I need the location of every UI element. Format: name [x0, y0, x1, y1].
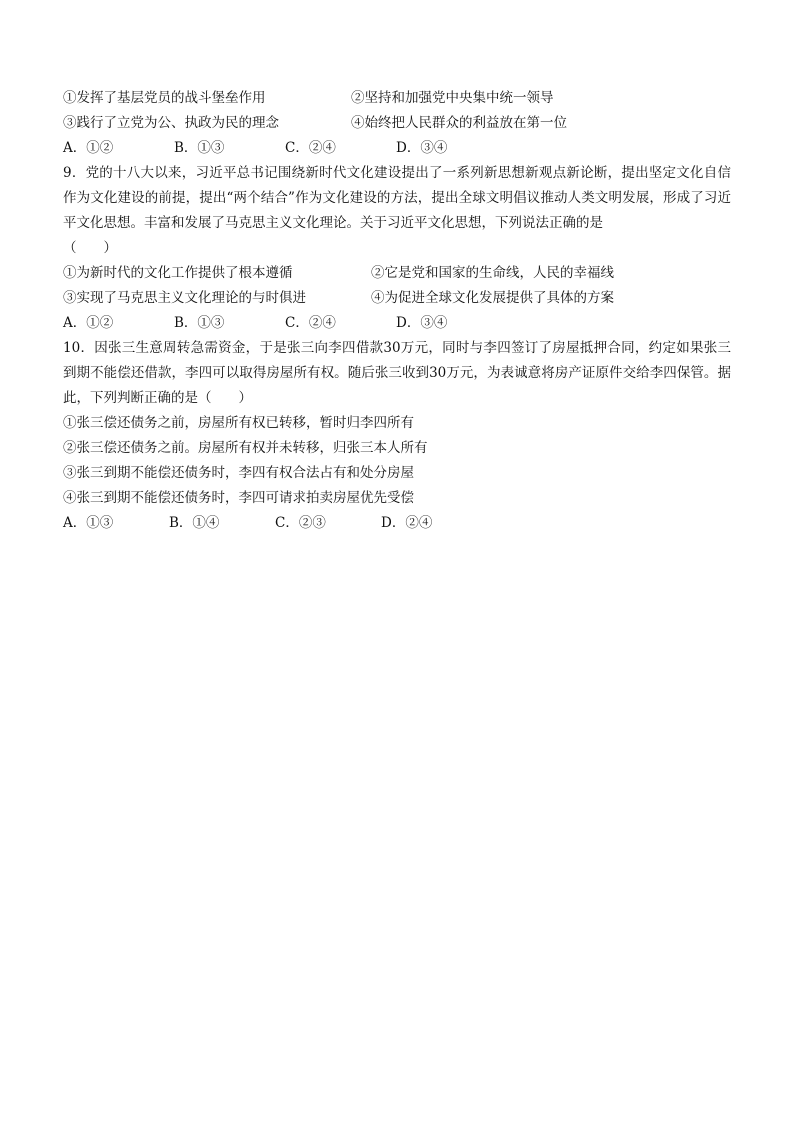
q9-stem: 9．党的十八大以来，习近平总书记围绕新时代文化建设提出了一系列新思想新观点新论断，提出坚定文化自信作为文化建设的前提，提出“两个结合”作为文化建设的方法，提出全球文明倡议推动人类文明发展，形成了习近平文化思想。丰富和发展了马克思主义文化理论。关于习近平文化思想，下列说法正确的是 [63, 165, 731, 231]
q9-block [63, 161, 731, 336]
q9-option-2: ②它是党和国家的生命线，人民的幸福线 [371, 265, 614, 281]
q10-option-1: ①张三偿还债务之前，房屋所有权已转移，暂时归李四所有 [63, 415, 414, 431]
q10-answer-c: C．②③ [275, 515, 326, 531]
q8-option-row-1 [63, 86, 731, 111]
q10-stem: 10．因张三生意周转急需资金，于是张三向李四借款30万元，同时与李四签订了房屋抵押合同，约定如果张三到期不能偿还借款，李四可以取得房屋所有权。随后张三收到30万元，为表诚意将房产证原件交给李四保管。据此，下列判断正确的是（ ） [63, 340, 731, 406]
q8-block [63, 86, 731, 161]
q10-answer-d: D．②④ [381, 515, 433, 531]
q9-option-3: ③实现了马克思主义文化理论的与时俱进 [63, 290, 306, 306]
q8-answer-a: A．①② [63, 140, 114, 156]
q9-option-row-2 [63, 286, 731, 311]
q9-answer-b: B．①③ [174, 315, 225, 331]
q9-answer-a: A．①② [63, 315, 114, 331]
q9-option-row-1 [63, 261, 731, 286]
q10-option-3: ③张三到期不能偿还债务时，李四有权合法占有和处分房屋 [63, 465, 414, 481]
q10-option-2: ②张三偿还债务之前。房屋所有权并未转移，归张三本人所有 [63, 440, 428, 456]
q8-option-row-2 [63, 111, 731, 136]
q9-answer-blank: （ ） [63, 240, 117, 256]
q9-answers [63, 311, 731, 336]
q9-option-4: ④为促进全球文化发展提供了具体的方案 [371, 290, 614, 306]
q9-answer-c: C．②④ [285, 315, 336, 331]
q9-option-1: ①为新时代的文化工作提供了根本遵循 [63, 265, 293, 281]
q10-answers [63, 511, 731, 536]
q9-answer-d: D．③④ [396, 315, 448, 331]
q8-option-1: ①发挥了基层党员的战斗堡垒作用 [63, 90, 266, 106]
exam-page [63, 86, 731, 536]
q8-answer-c: C．②④ [285, 140, 336, 156]
q8-option-4: ④始终把人民群众的利益放在第一位 [351, 115, 567, 131]
q8-answer-b: B．①③ [174, 140, 225, 156]
q10-answer-a: A．①③ [63, 515, 114, 531]
q10-option-4: ④张三到期不能偿还债务时，李四可请求拍卖房屋优先受偿 [63, 490, 414, 506]
q8-option-3: ③践行了立党为公、执政为民的理念 [63, 115, 279, 131]
q10-block [63, 336, 731, 536]
q8-answers [63, 136, 731, 161]
q8-answer-d: D．③④ [396, 140, 448, 156]
q10-answer-b: B．①④ [169, 515, 220, 531]
q8-option-2: ②坚持和加强党中央集中统一领导 [351, 90, 554, 106]
